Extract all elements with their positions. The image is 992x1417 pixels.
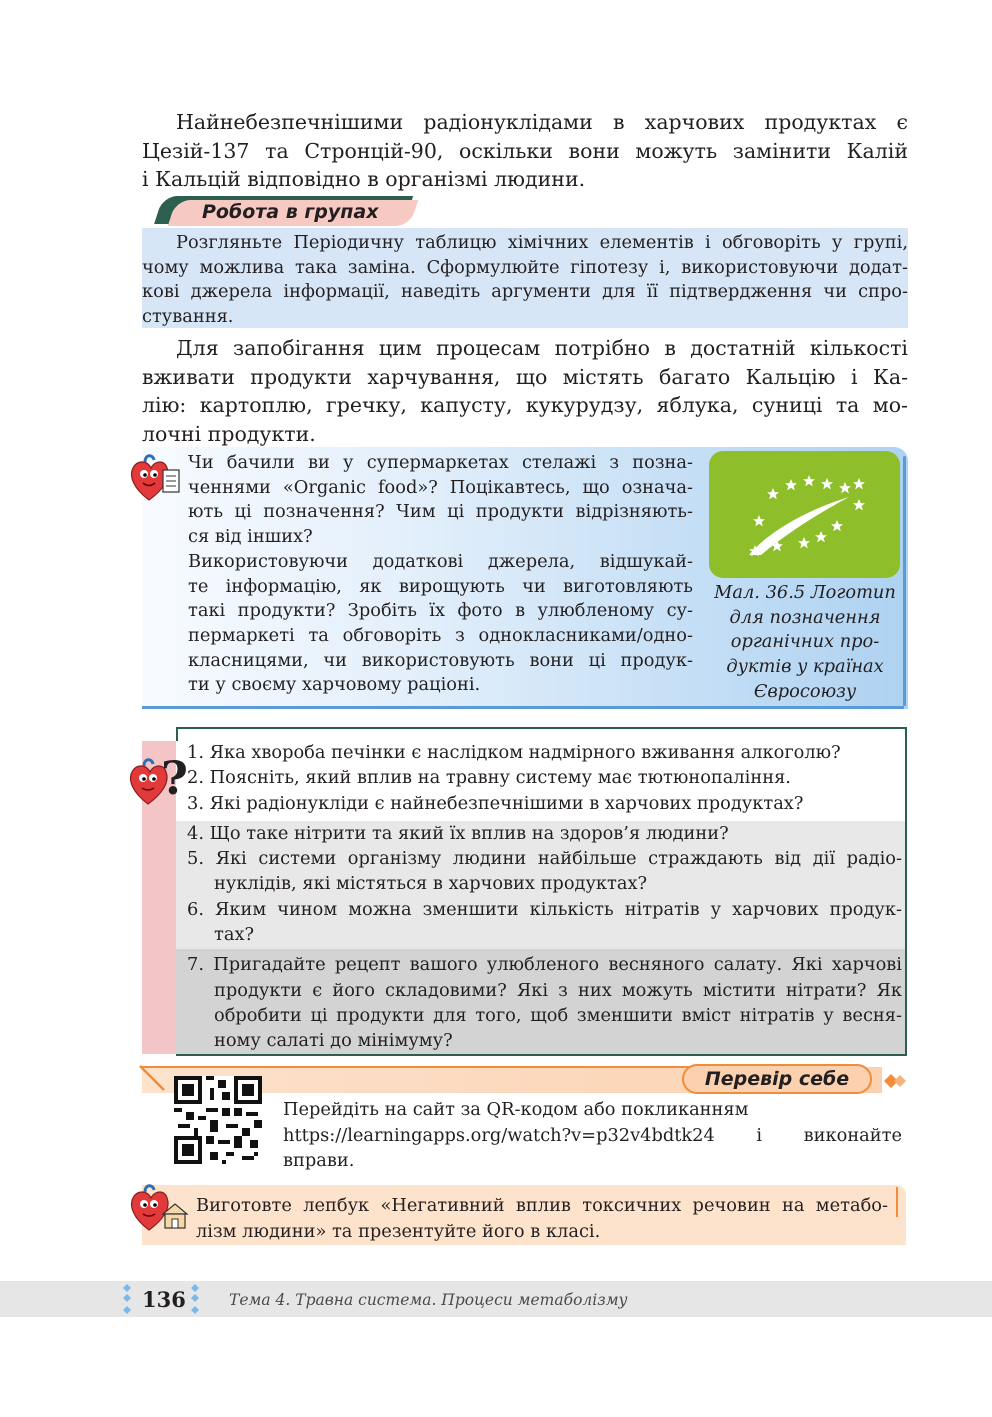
text-line: те інформацію, як вирощують чи виготовляють (188, 575, 693, 597)
question-line: 2. Поясніть, який вплив на травну систему має тютюнопаління. (187, 767, 791, 789)
text-line: ти у своєму харчовому раціоні. (188, 674, 481, 696)
text-line: вправи. (283, 1150, 355, 1171)
prevention-paragraph (142, 334, 908, 448)
diamond-icon (876, 1066, 908, 1096)
lapbook-text (196, 1193, 888, 1244)
text-line: Найнебезпечнішими радіонуклідами в харчових продуктах є (176, 110, 908, 134)
text-line: кові джерела інформації, наведіть аргументи для її підтвердження чи спро- (142, 281, 908, 303)
caption-line: для позначення (729, 606, 881, 628)
question-line: нуклідів, які містяться в харчових продуктах? (214, 873, 648, 895)
text-line: ченнями «Organic food»? Поцікавтесь, що означа- (188, 476, 693, 498)
footer-topic: Тема 4. Травна система. Процеси метаболізму (229, 1291, 628, 1309)
page-number: 136 (142, 1287, 186, 1312)
check-yourself-text (283, 1097, 902, 1174)
text-line: ють ці позначення? Чим ці продукти відрізняють- (188, 501, 693, 523)
question-line: 3. Які радіонукліди є найнебезпечнішими в харчових продуктах? (187, 792, 804, 814)
text-line: Для запобігання цим процесам потрібно в достатній кількості (176, 336, 908, 360)
question-line: 7. Пригадайте рецепт вашого улюбленого весняного салату. Які харчові (187, 954, 902, 976)
text-line: вживати продукти харчування, що містять багато Кальцію і Ка- (142, 364, 908, 389)
question-line: 1. Яка хвороба печінки є наслідком надмірного вживання алкоголю? (187, 742, 841, 763)
text-line: Використовуючи додаткові джерела, відшукай- (188, 550, 693, 572)
text-line: такі продукти? Зробіть їх фото в улюбленому су- (188, 600, 693, 622)
question-line: ному салаті до мінімуму? (214, 1030, 453, 1052)
text-line: лізм людини» та презентуйте його в класі. (196, 1220, 601, 1242)
questions-list (187, 740, 902, 1054)
text-line: чому можлива така заміна. Сформулюйте гіпотезу і, використовуючи додат- (142, 256, 908, 278)
heart-mascot-question-icon (128, 748, 190, 810)
question-line: обробити ці продукти для того, щоб зменшити вміст нітратів у весня- (214, 1004, 902, 1026)
check-yourself-label: Перевір себе (682, 1064, 872, 1094)
text-line: Розгляньте Періодичну таблицю хімічних елементів і обговоріть у групі, (176, 232, 908, 253)
svg-text:?: ? (161, 751, 188, 805)
question-line: 4. Що таке нітрити та який їх вплив на здоров’я людини? (187, 822, 729, 844)
caption-line: Євросоюзу (753, 680, 857, 702)
question-line: тах? (214, 924, 254, 946)
text-line: Перейдіть на сайт за QR-кодом або покликанням (283, 1099, 749, 1120)
text-line: стування. (142, 305, 234, 327)
caption-line: Мал. 36.5 Логотип (714, 582, 896, 603)
lapbook-border (896, 1187, 898, 1217)
questions-frame (905, 727, 907, 1056)
link-line[interactable]: https://learningapps.org/watch?v=p32v4bdtk24 і виконайте (283, 1124, 902, 1146)
text-line: лію: картоплю, гречку, капусту, кукурудзу, яблука, суниці та мо- (142, 393, 908, 417)
questions-frame (176, 727, 178, 741)
qr-code-icon[interactable] (174, 1076, 262, 1164)
text-line: лочні продукти. (142, 421, 316, 446)
question-line: продукти є його складовими? Які з них можуть містити нітрати? Як (214, 979, 902, 1001)
group-work-title: Робота в групах (202, 201, 379, 223)
group-work-text (142, 231, 908, 329)
figure-caption (700, 581, 910, 705)
group-work-tab (164, 198, 416, 228)
text-line: Виготовте лепбук «Негативний вплив токсичних речовин на метабо- (196, 1195, 888, 1216)
check-yourself-line (142, 1066, 762, 1068)
text-line: ся від інших? (188, 526, 313, 548)
questions-frame (176, 1054, 907, 1056)
text-line: Чи бачили ви у супермаркетах стелажі з позна- (188, 452, 693, 473)
question-line: 5. Які системи організму людини найбільше страждають від дії радіо- (187, 848, 902, 870)
organic-text (188, 451, 693, 698)
caption-line: дуктів у країнах (726, 656, 884, 678)
question-line: 6. Яким чином можна зменшити кількість нітратів у харчових продук- (187, 898, 902, 920)
questions-frame (176, 727, 907, 729)
caption-line: органічних про- (730, 631, 880, 653)
text-line: пермаркеті та обговоріть з однокласниками/одно- (188, 624, 693, 646)
intro-paragraph (142, 108, 908, 194)
box-border (142, 706, 904, 709)
heart-mascot-checklist-icon (127, 452, 183, 504)
text-line: класницями, чи використовують вони ці продук- (188, 649, 693, 671)
arrow-icon (138, 1062, 168, 1096)
text-line: Цезій-137 та Стронцій-90, оскільки вони можуть замінити Калій (142, 138, 908, 163)
text-line: і Кальцій відповідно в організмі людини. (142, 167, 586, 191)
heart-mascot-house-icon (127, 1178, 189, 1234)
eu-organic-logo (709, 451, 900, 578)
